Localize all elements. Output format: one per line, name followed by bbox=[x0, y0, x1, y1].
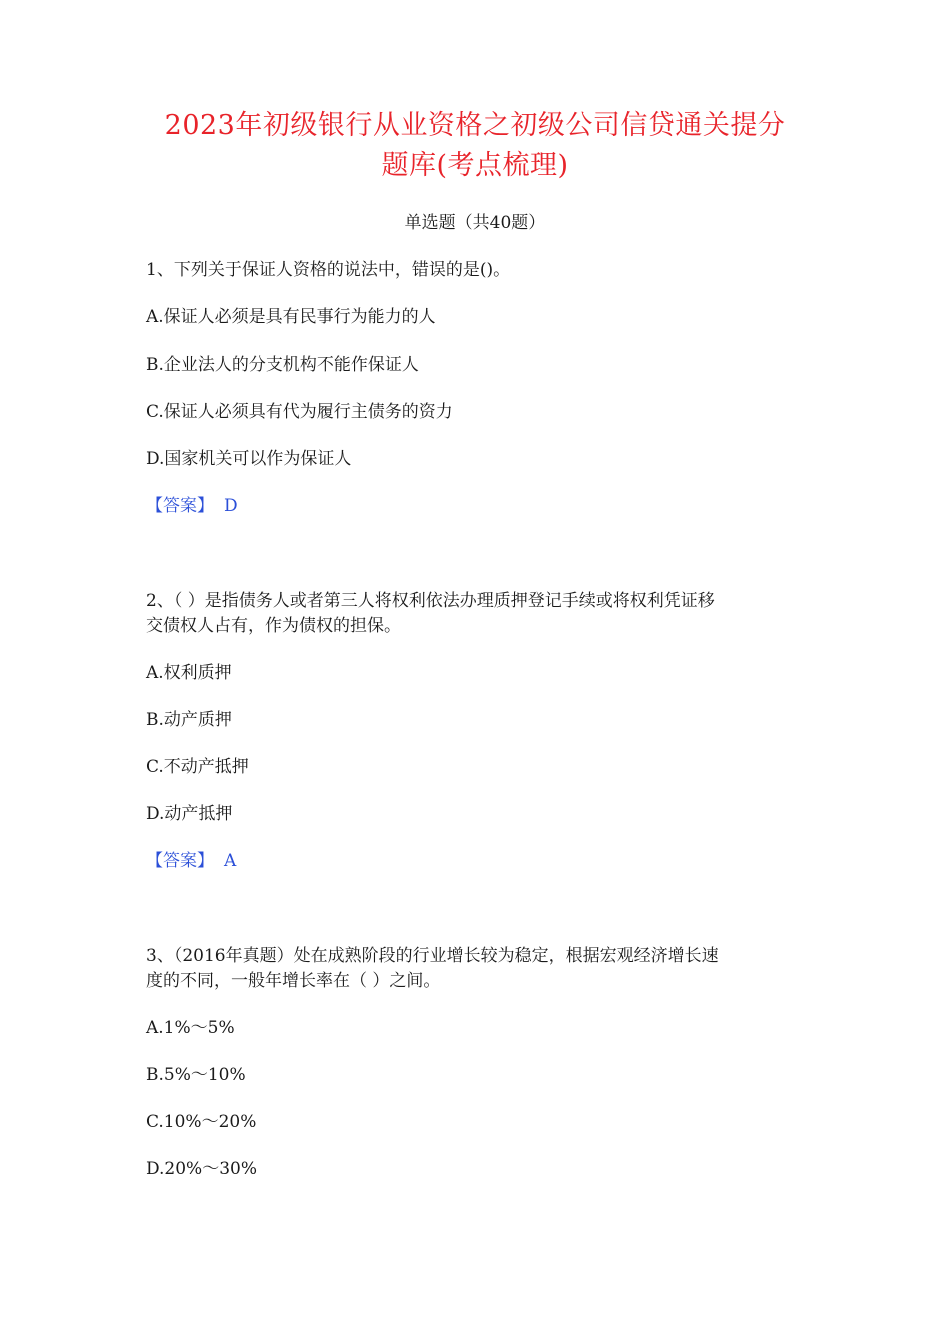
question-1-option-a: A.保证人必须是具有民事行为能力的人 bbox=[146, 307, 436, 327]
question-2-stem-line-2: 交债权人占有，作为债权的担保。 bbox=[146, 616, 401, 636]
question-1-stem: 1、下列关于保证人资格的说法中，错误的是()。 bbox=[146, 260, 511, 280]
question-1-answer bbox=[146, 493, 806, 519]
question-3-option-d: D.20%～30% bbox=[146, 1159, 257, 1179]
question-1-option-d: D.国家机关可以作为保证人 bbox=[146, 449, 352, 469]
answer-value: D bbox=[224, 496, 238, 516]
question-2-option-a: A.权利质押 bbox=[146, 663, 232, 683]
question-2-option-d: D.动产抵押 bbox=[146, 804, 233, 824]
question-3-option-c: C.10%～20% bbox=[146, 1112, 257, 1132]
question-3-stem-line-2: 度的不同，一般年增长率在（ ）之间。 bbox=[146, 971, 441, 991]
question-2-answer bbox=[146, 848, 806, 874]
section-heading: 单选题（共40题） bbox=[404, 213, 546, 233]
question-2-option-c: C.不动产抵押 bbox=[146, 757, 249, 777]
question-3-stem-line-1: 3、（2016年真题）处在成熟阶段的行业增长较为稳定，根据宏观经济增长速 bbox=[146, 946, 719, 966]
question-3-option-b: B.5%～10% bbox=[146, 1065, 246, 1085]
title-line-1: 2023年初级银行从业资格之初级公司信贷通关提分 bbox=[164, 110, 786, 141]
title-line-2: 题库(考点梳理) bbox=[381, 150, 569, 181]
question-3-option-a: A.1%～5% bbox=[146, 1018, 235, 1038]
question-1-option-b: B.企业法人的分支机构不能作保证人 bbox=[146, 355, 419, 375]
answer-label: 【答案】 bbox=[146, 851, 214, 871]
answer-value: A bbox=[224, 851, 237, 871]
answer-label: 【答案】 bbox=[146, 496, 214, 516]
document-title bbox=[120, 106, 830, 186]
question-2-stem-line-1: 2、（ ）是指债务人或者第三人将权利依法办理质押登记手续或将权利凭证移 bbox=[146, 591, 715, 611]
question-2-option-b: B.动产质押 bbox=[146, 710, 232, 730]
question-1-option-c: C.保证人必须具有代为履行主债务的资力 bbox=[146, 402, 453, 422]
